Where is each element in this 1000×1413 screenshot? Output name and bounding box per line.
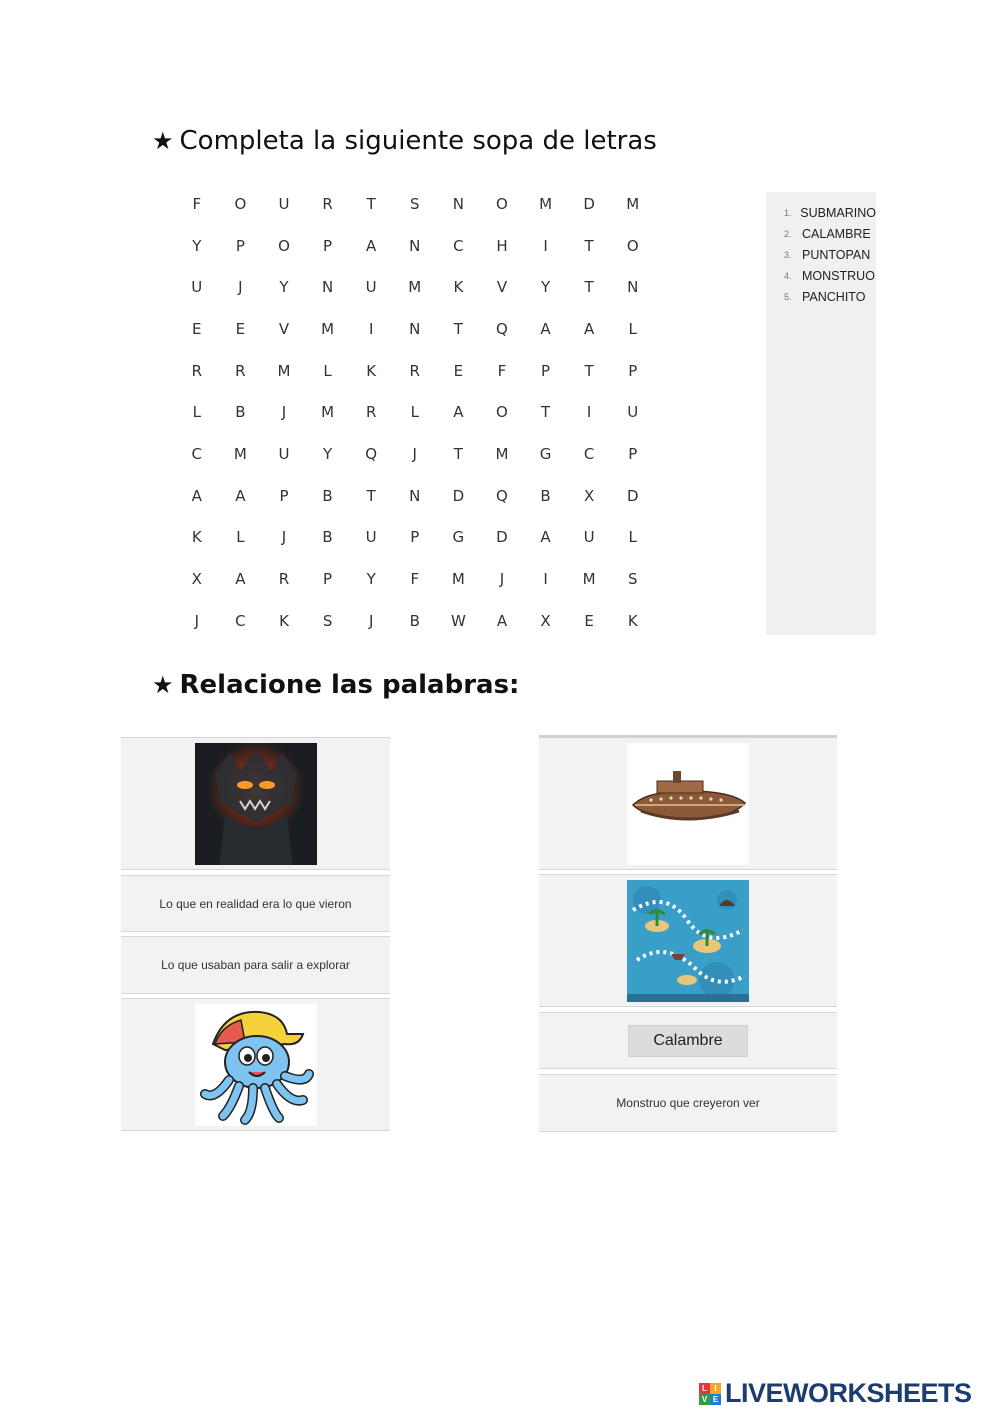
grid-letter[interactable]: J <box>368 611 374 630</box>
grid-letter[interactable]: B <box>540 486 551 505</box>
match-card-left-text-2[interactable] <box>121 936 390 994</box>
grid-letter[interactable]: D <box>583 194 595 213</box>
grid-letter[interactable]: M <box>451 570 465 589</box>
matching-heading-text: Relacione las palabras: <box>179 670 520 700</box>
logo-mark-letter: I <box>710 1383 721 1394</box>
grid-letter[interactable]: P <box>410 528 420 547</box>
grid-letter[interactable]: R <box>278 570 290 589</box>
grid-letter[interactable]: L <box>628 528 637 547</box>
grid-letter[interactable]: T <box>366 194 376 213</box>
grid-letter[interactable]: X <box>191 570 202 589</box>
word-list-word: PUNTOPAN <box>802 247 871 262</box>
grid-letter[interactable]: C <box>453 236 464 255</box>
grid-letter[interactable]: M <box>582 570 596 589</box>
logo-mark-letter: L <box>699 1383 710 1394</box>
answer-box[interactable] <box>628 1025 748 1057</box>
grid-letter[interactable]: A <box>191 486 202 505</box>
grid-letter[interactable]: O <box>496 403 508 422</box>
grid-letter[interactable]: U <box>278 194 290 213</box>
word-list-word: MONSTRUO <box>802 269 875 284</box>
grid-letter[interactable]: O <box>278 236 290 255</box>
match-card-monster-image[interactable] <box>121 737 390 870</box>
grid-letter[interactable]: K <box>191 528 202 547</box>
grid-letter[interactable]: K <box>366 361 377 380</box>
grid-letter[interactable]: J <box>281 528 287 547</box>
grid-letter[interactable]: K <box>453 278 464 297</box>
grid-letter[interactable]: T <box>453 444 463 463</box>
grid-letter[interactable]: D <box>452 486 465 505</box>
grid-letter[interactable]: B <box>322 528 333 547</box>
grid-letter[interactable]: J <box>281 403 287 422</box>
word-list-item <box>784 266 876 287</box>
word-list-word: PANCHITO <box>802 290 866 305</box>
grid-letter[interactable]: R <box>409 361 420 380</box>
grid-letter[interactable]: P <box>628 444 638 463</box>
grid-letter[interactable]: U <box>191 278 203 297</box>
grid-letter[interactable]: A <box>235 486 246 505</box>
grid-letter[interactable]: M <box>626 194 640 213</box>
wordsearch-heading-text: Completa la siguiente sopa de letras <box>179 126 657 156</box>
grid-letter[interactable]: P <box>323 236 333 255</box>
word-list-number: 1. <box>784 207 792 218</box>
grid-letter[interactable]: R <box>365 403 377 422</box>
word-list-number: 3. <box>784 249 792 260</box>
logo-mark-letter: V <box>699 1394 710 1405</box>
grid-letter[interactable]: M <box>495 444 509 463</box>
word-list-number: 2. <box>784 228 792 239</box>
grid-letter[interactable]: V <box>496 278 508 297</box>
grid-letter[interactable]: A <box>584 319 595 338</box>
grid-letter[interactable]: Y <box>540 278 551 297</box>
grid-letter[interactable]: C <box>235 611 246 630</box>
grid-letter[interactable]: P <box>235 236 245 255</box>
grid-letter[interactable]: T <box>584 278 594 297</box>
grid-letter[interactable]: U <box>583 528 595 547</box>
star-icon: ★ <box>152 127 174 155</box>
grid-letter[interactable]: H <box>496 236 508 255</box>
grid-letter[interactable]: A <box>540 319 551 338</box>
logo-text: LIVEWORKSHEETS <box>725 1378 972 1408</box>
grid-letter[interactable]: E <box>192 319 202 338</box>
grid-letter[interactable]: E <box>235 319 246 338</box>
logo-mark-icon <box>699 1383 721 1405</box>
grid-letter[interactable]: N <box>452 194 464 213</box>
grid-letter[interactable]: C <box>583 444 595 463</box>
grid-letter[interactable]: Y <box>366 570 376 589</box>
wordsearch-grid[interactable] <box>175 183 655 642</box>
grid-letter[interactable]: U <box>278 444 290 463</box>
grid-letter[interactable]: I <box>543 570 548 589</box>
grid-letter[interactable]: P <box>628 361 638 380</box>
match-text: Lo que en realidad era lo que vieron <box>159 896 352 911</box>
grid-letter[interactable]: A <box>453 403 464 422</box>
grid-letter[interactable]: A <box>496 611 508 630</box>
grid-letter[interactable]: U <box>627 403 639 422</box>
grid-letter[interactable]: W <box>450 611 466 630</box>
liveworksheets-logo <box>699 1378 972 1409</box>
submarine-image <box>627 743 749 865</box>
grid-letter[interactable]: I <box>586 403 592 422</box>
grid-letter[interactable]: V <box>278 319 290 338</box>
grid-letter[interactable]: Q <box>365 444 378 463</box>
match-card-map-image[interactable] <box>539 874 837 1007</box>
grid-letter[interactable]: R <box>322 194 333 213</box>
grid-letter[interactable]: N <box>627 278 639 297</box>
word-list-item <box>784 223 876 244</box>
grid-letter[interactable]: N <box>409 236 421 255</box>
word-list-item <box>784 244 876 265</box>
grid-letter[interactable]: Y <box>322 444 333 463</box>
word-list-item <box>784 287 876 308</box>
grid-letter[interactable]: S <box>410 194 420 213</box>
grid-letter[interactable]: D <box>496 528 508 547</box>
grid-letter[interactable]: O <box>234 194 247 213</box>
grid-letter[interactable]: J <box>238 278 243 297</box>
grid-letter[interactable]: F <box>497 361 507 380</box>
grid-letter[interactable]: Q <box>496 486 508 505</box>
sea-map-image <box>627 880 749 1002</box>
grid-letter[interactable]: B <box>235 403 246 422</box>
grid-letter[interactable]: K <box>279 611 289 630</box>
octopus-image <box>195 1004 317 1126</box>
grid-letter[interactable]: C <box>191 444 203 463</box>
word-list-word: CALAMBRE <box>802 226 871 241</box>
grid-letter[interactable]: L <box>236 528 245 547</box>
grid-letter[interactable]: G <box>539 444 552 463</box>
grid-letter[interactable]: M <box>321 319 335 338</box>
grid-letter[interactable]: J <box>499 570 505 589</box>
grid-letter[interactable]: Q <box>496 319 508 338</box>
match-card-right-text-1[interactable] <box>539 1074 837 1132</box>
grid-letter[interactable]: B <box>322 486 333 505</box>
grid-letter[interactable]: B <box>409 611 420 630</box>
word-list-number: 5. <box>784 292 792 303</box>
grid-letter[interactable]: R <box>235 361 246 380</box>
grid-letter[interactable]: A <box>540 528 551 547</box>
grid-letter[interactable]: T <box>584 361 594 380</box>
grid-letter[interactable]: M <box>321 403 335 422</box>
grid-letter[interactable]: T <box>453 319 463 338</box>
grid-letter[interactable]: P <box>541 361 551 380</box>
grid-letter[interactable]: Y <box>192 236 202 255</box>
grid-letter[interactable]: E <box>453 361 464 380</box>
grid-letter[interactable]: J <box>412 444 417 463</box>
answer-text: Calambre <box>653 1031 723 1049</box>
grid-letter[interactable]: G <box>452 528 465 547</box>
grid-letter[interactable]: J <box>194 611 200 630</box>
grid-letter[interactable]: T <box>366 486 376 505</box>
grid-letter[interactable]: O <box>626 236 639 255</box>
grid-letter[interactable]: A <box>366 236 377 255</box>
logo-mark-letter: E <box>710 1394 721 1405</box>
grid-letter[interactable]: L <box>192 403 201 422</box>
grid-letter[interactable]: F <box>192 194 202 213</box>
wordsearch-heading <box>152 126 657 156</box>
grid-letter[interactable]: Y <box>279 278 289 297</box>
match-card-octopus-image[interactable] <box>121 998 390 1131</box>
grid-letter[interactable]: I <box>543 236 548 255</box>
grid-letter[interactable]: A <box>235 570 246 589</box>
grid-letter[interactable]: M <box>539 194 553 213</box>
word-list <box>766 192 876 635</box>
match-card-answer[interactable] <box>539 1012 837 1069</box>
grid-letter[interactable]: L <box>410 403 419 422</box>
match-text: Lo que usaban para salir a explorar <box>161 958 350 972</box>
grid-letter[interactable]: R <box>191 361 203 380</box>
grid-letter[interactable]: X <box>584 486 595 505</box>
grid-letter[interactable]: N <box>409 486 421 505</box>
grid-letter[interactable]: L <box>323 361 332 380</box>
grid-letter[interactable]: M <box>408 278 422 297</box>
grid-letter[interactable]: U <box>365 278 377 297</box>
grid-letter[interactable]: N <box>321 278 334 297</box>
match-card-submarine-image[interactable] <box>539 735 837 870</box>
grid-letter[interactable]: O <box>496 194 508 213</box>
grid-letter[interactable]: X <box>540 611 551 630</box>
grid-letter[interactable]: P <box>323 570 333 589</box>
grid-letter[interactable]: I <box>368 319 374 338</box>
grid-letter[interactable]: L <box>628 319 637 338</box>
word-list-item <box>784 202 876 223</box>
word-list-number: 4. <box>784 271 792 282</box>
grid-letter[interactable]: N <box>409 319 421 338</box>
grid-letter[interactable]: D <box>626 486 639 505</box>
monster-image <box>195 743 317 865</box>
grid-letter[interactable]: P <box>279 486 289 505</box>
match-text: Monstruo que creyeron ver <box>616 1096 760 1110</box>
star-icon: ★ <box>152 671 174 699</box>
match-card-left-text-1[interactable] <box>121 875 390 932</box>
word-list-word: SUBMARINO <box>800 205 876 220</box>
grid-letter[interactable]: E <box>584 611 594 630</box>
grid-letter[interactable]: F <box>410 570 420 589</box>
matching-heading <box>152 670 519 700</box>
grid-letter[interactable]: M <box>233 444 247 463</box>
grid-letter[interactable]: S <box>627 570 638 589</box>
grid-letter[interactable]: S <box>322 611 333 630</box>
grid-letter[interactable]: K <box>627 611 638 630</box>
grid-letter[interactable]: T <box>540 403 551 422</box>
grid-letter[interactable]: T <box>584 236 594 255</box>
grid-letter[interactable]: U <box>365 528 377 547</box>
grid-letter[interactable]: M <box>277 361 291 380</box>
